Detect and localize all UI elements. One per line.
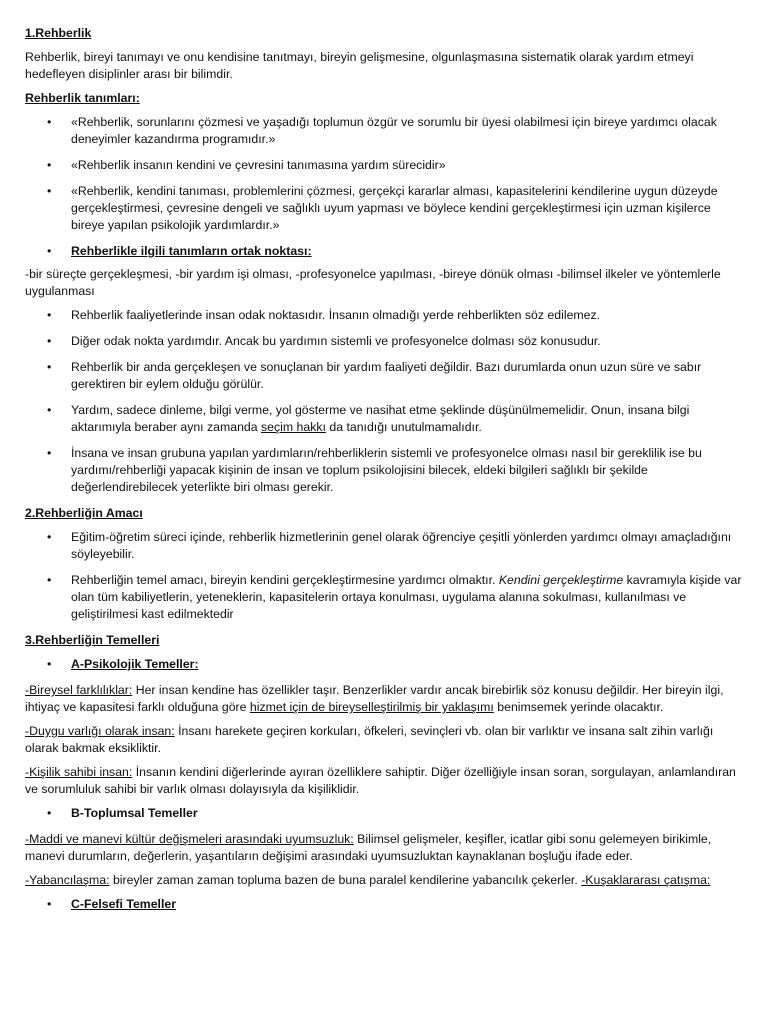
maddi-title: -Maddi ve manevi kültür değişmeleri arasındaki uyumsuzluk: xyxy=(25,832,354,846)
duygu-title: -Duygu varlığı olarak insan: xyxy=(25,724,175,738)
bireysel-title: -Bireysel farklılıklar: xyxy=(25,683,133,697)
bullet-icon: • xyxy=(47,184,52,198)
list-felsefi xyxy=(25,896,743,913)
heading-rehberlik: 1.Rehberlik xyxy=(25,26,92,40)
bullet-icon: • xyxy=(47,360,52,374)
paragraph-yabancilasma xyxy=(25,872,743,889)
heading-amac: 2.Rehberliğin Amacı xyxy=(25,506,143,520)
list-item-text: Diğer odak nokta yardımdır. Ancak bu yardımın sistemli ve profesyonelce dolması söz konusudur. xyxy=(71,334,601,348)
psikolojik-temeller-title: A-Psikolojik Temeller: xyxy=(71,657,199,671)
document-page xyxy=(25,25,743,922)
paragraph-bireysel xyxy=(25,682,743,716)
bullet-icon: • xyxy=(47,334,52,348)
paragraph-ortak-nokta: -bir süreçte gerçekleşmesi, -bir yardım işi olması, -profesyonelce yapılması, -bireye dönük olması -bilimsel ilkeler ve yöntemlerle uygulanması xyxy=(25,267,721,298)
list-item xyxy=(25,307,743,324)
paragraph-maddi xyxy=(25,831,743,865)
paragraph-duygu xyxy=(25,723,743,757)
list-item xyxy=(25,656,743,673)
yardim-text-a: Yardım, sadece dinleme, bilgi verme, yol gösterme ve nasihat etme şeklinde düşünülmemelidir. Onun, insana bilgi aktarımıyla beraber aynı zamanda xyxy=(71,403,690,434)
kisilik-title: -Kişilik sahibi insan: xyxy=(25,765,133,779)
list-ortak-items xyxy=(25,307,743,496)
list-amac xyxy=(25,529,743,623)
list-item-text: «Rehberlik insanın kendini ve çevresini tanımasına yardım sürecidir» xyxy=(71,158,446,172)
bullet-icon: • xyxy=(47,244,52,258)
heading-temeller: 3.Rehberliğin Temelleri xyxy=(25,633,160,647)
bullet-icon: • xyxy=(47,657,52,671)
felsefi-temeller-title: C-Felsefi Temeller xyxy=(71,897,177,911)
kusaklararasi-title: -Kuşaklararası çatışma: xyxy=(581,873,711,887)
bullet-icon: • xyxy=(47,446,52,460)
bullet-icon: • xyxy=(47,403,52,417)
paragraph-definition: Rehberlik, bireyi tanımayı ve onu kendisine tanıtmayı, bireyin gelişmesine, olgunlaşmasına sistematik olarak yardım etmeyi hedefleyen disiplinler arası bir bilimdir. xyxy=(25,50,694,81)
bullet-icon: • xyxy=(47,573,52,587)
list-item xyxy=(25,114,743,148)
list-item xyxy=(25,529,743,563)
list-item xyxy=(25,243,743,260)
yardim-text-b: da tanıdığı unutulmamalıdır. xyxy=(325,420,482,434)
list-item xyxy=(25,896,743,913)
heading-tanimlar: Rehberlik tanımları: xyxy=(25,91,140,105)
list-psikolojik xyxy=(25,656,743,673)
bullet-icon: • xyxy=(47,530,52,544)
list-item-text: İnsana ve insan grubuna yapılan yardımların/rehberliklerin sistemli ve profesyonelce olması nasıl bir gereklilik ise bu yardımı/rehberliği yapacak kişinin de insan ve toplum psikolojisini bilecek, eldeki bilgileri sağlıklı bir şekilde değerlendirebilecek yeterlikte biri olması gerekir. xyxy=(71,446,702,494)
bullet-icon: • xyxy=(47,308,52,322)
bireysel-underlined: hizmet için de bireyselleştirilmiş bir yaklaşımı xyxy=(249,700,494,714)
list-item xyxy=(25,572,743,623)
yabancilasma-title: -Yabancılaşma: xyxy=(25,873,110,887)
amac-text-a: Rehberliğin temel amacı, bireyin kendini gerçekleştirmesine yardımcı olmaktır. xyxy=(71,573,499,587)
list-item xyxy=(25,183,743,234)
bireysel-text-a: Her insan kendine has özellikler taşır. Benzerlikler vardır ancak birebirlik söz konusu değildir. Her bireyin ilgi, ihtiyaç ve kapasitesi farklı olduğuna göre xyxy=(25,683,724,714)
bullet-icon: • xyxy=(47,115,52,129)
bullet-icon: • xyxy=(47,897,52,911)
list-item-text: Rehberlik faaliyetlerinde insan odak noktasıdır. İnsanın olmadığı yerde rehberlikten söz edilemez. xyxy=(71,308,601,322)
ortak-nokta-title: Rehberlikle ilgili tanımların ortak noktası: xyxy=(71,244,312,258)
list-item xyxy=(25,333,743,350)
list-toplumsal xyxy=(25,805,743,822)
list-tanimlar xyxy=(25,114,743,260)
paragraph-kisilik xyxy=(25,764,743,798)
list-item-text: Eğitim-öğretim süreci içinde, rehberlik hizmetlerinin genel olarak öğrenciye çeşitli yönlerden yardımcı olmayı amaçladığını söyleyebilir. xyxy=(71,530,732,561)
yabancilasma-text: bireyler zaman zaman topluma bazen de buna paralel kendilerine yabancılık çekerler. xyxy=(109,873,582,887)
list-item-text: Rehberlik bir anda gerçekleşen ve sonuçlanan bir yardım faaliyeti değildir. Bazı durumlarda onun uzun süre ve sabır gerektiren bir eylem olduğu görülür. xyxy=(71,360,702,391)
amac-text-b: kavramıyla kişide var olan tüm kabiliyetlerin, yeteneklerin, kapasitelerin ortaya konulması, uygulama alanına sokulması, kullanılması ve geliştirilmesi kast edilmektedir xyxy=(71,573,742,621)
list-item-text: «Rehberlik, sorunlarını çözmesi ve yaşadığı toplumun özgür ve sorumlu bir üyesi olabilmesi için bireye yardımcı olacak deneyimler kazandırma programıdır.» xyxy=(71,115,717,146)
list-item xyxy=(25,805,743,822)
list-item xyxy=(25,157,743,174)
bullet-icon: • xyxy=(47,158,52,172)
bireysel-text-b: benimsemek yerinde olacaktır. xyxy=(493,700,664,714)
list-item xyxy=(25,402,743,436)
duygu-text: İnsanı harekete geçiren korkuları, öfkeleri, sevinçleri vb. olan bir varlıktır ve insana salt zihin varlığı olarak bakmak eksikliktir. xyxy=(25,724,714,755)
bullet-icon: • xyxy=(47,806,52,820)
kisilik-text: İnsanın kendini diğerlerinde ayıran özelliklere sahiptir. Diğer özelliğiyle insan soran, sorgulayan, anlamlandıran ve sorumluluk sahibi bir varlık olması dolayısıyla da kişiliklidir. xyxy=(25,765,736,796)
list-item xyxy=(25,359,743,393)
kendini-gerceklestirme-text: Kendini gerçekleştirme xyxy=(498,573,624,587)
list-item-text: «Rehberlik, kendini tanıması, problemlerini çözmesi, gerçekçi kararlar alması, kapasitelerini kendilerine uygun düzeyde gerçekleştirmesi, çevresine dengeli ve sağlıklı uyum yapması ve böylece kendini gerçekleştirmesi için uzman kişilerce bireye yapılan psikolojik yardımlardır.» xyxy=(71,184,718,232)
maddi-text: Bilimsel gelişmeler, keşifler, icatlar gibi sonu gelemeyen birikimle, manevi durumların, değerlerin, yaşantıların değişimi arasındaki uyumsuzluktan kaynaklanan boşluğu ifade eder. xyxy=(25,832,712,863)
toplumsal-temeller-title: B-Toplumsal Temeller xyxy=(71,806,198,820)
secim-hakki-text: seçim hakkı xyxy=(261,420,326,434)
list-item xyxy=(25,445,743,496)
